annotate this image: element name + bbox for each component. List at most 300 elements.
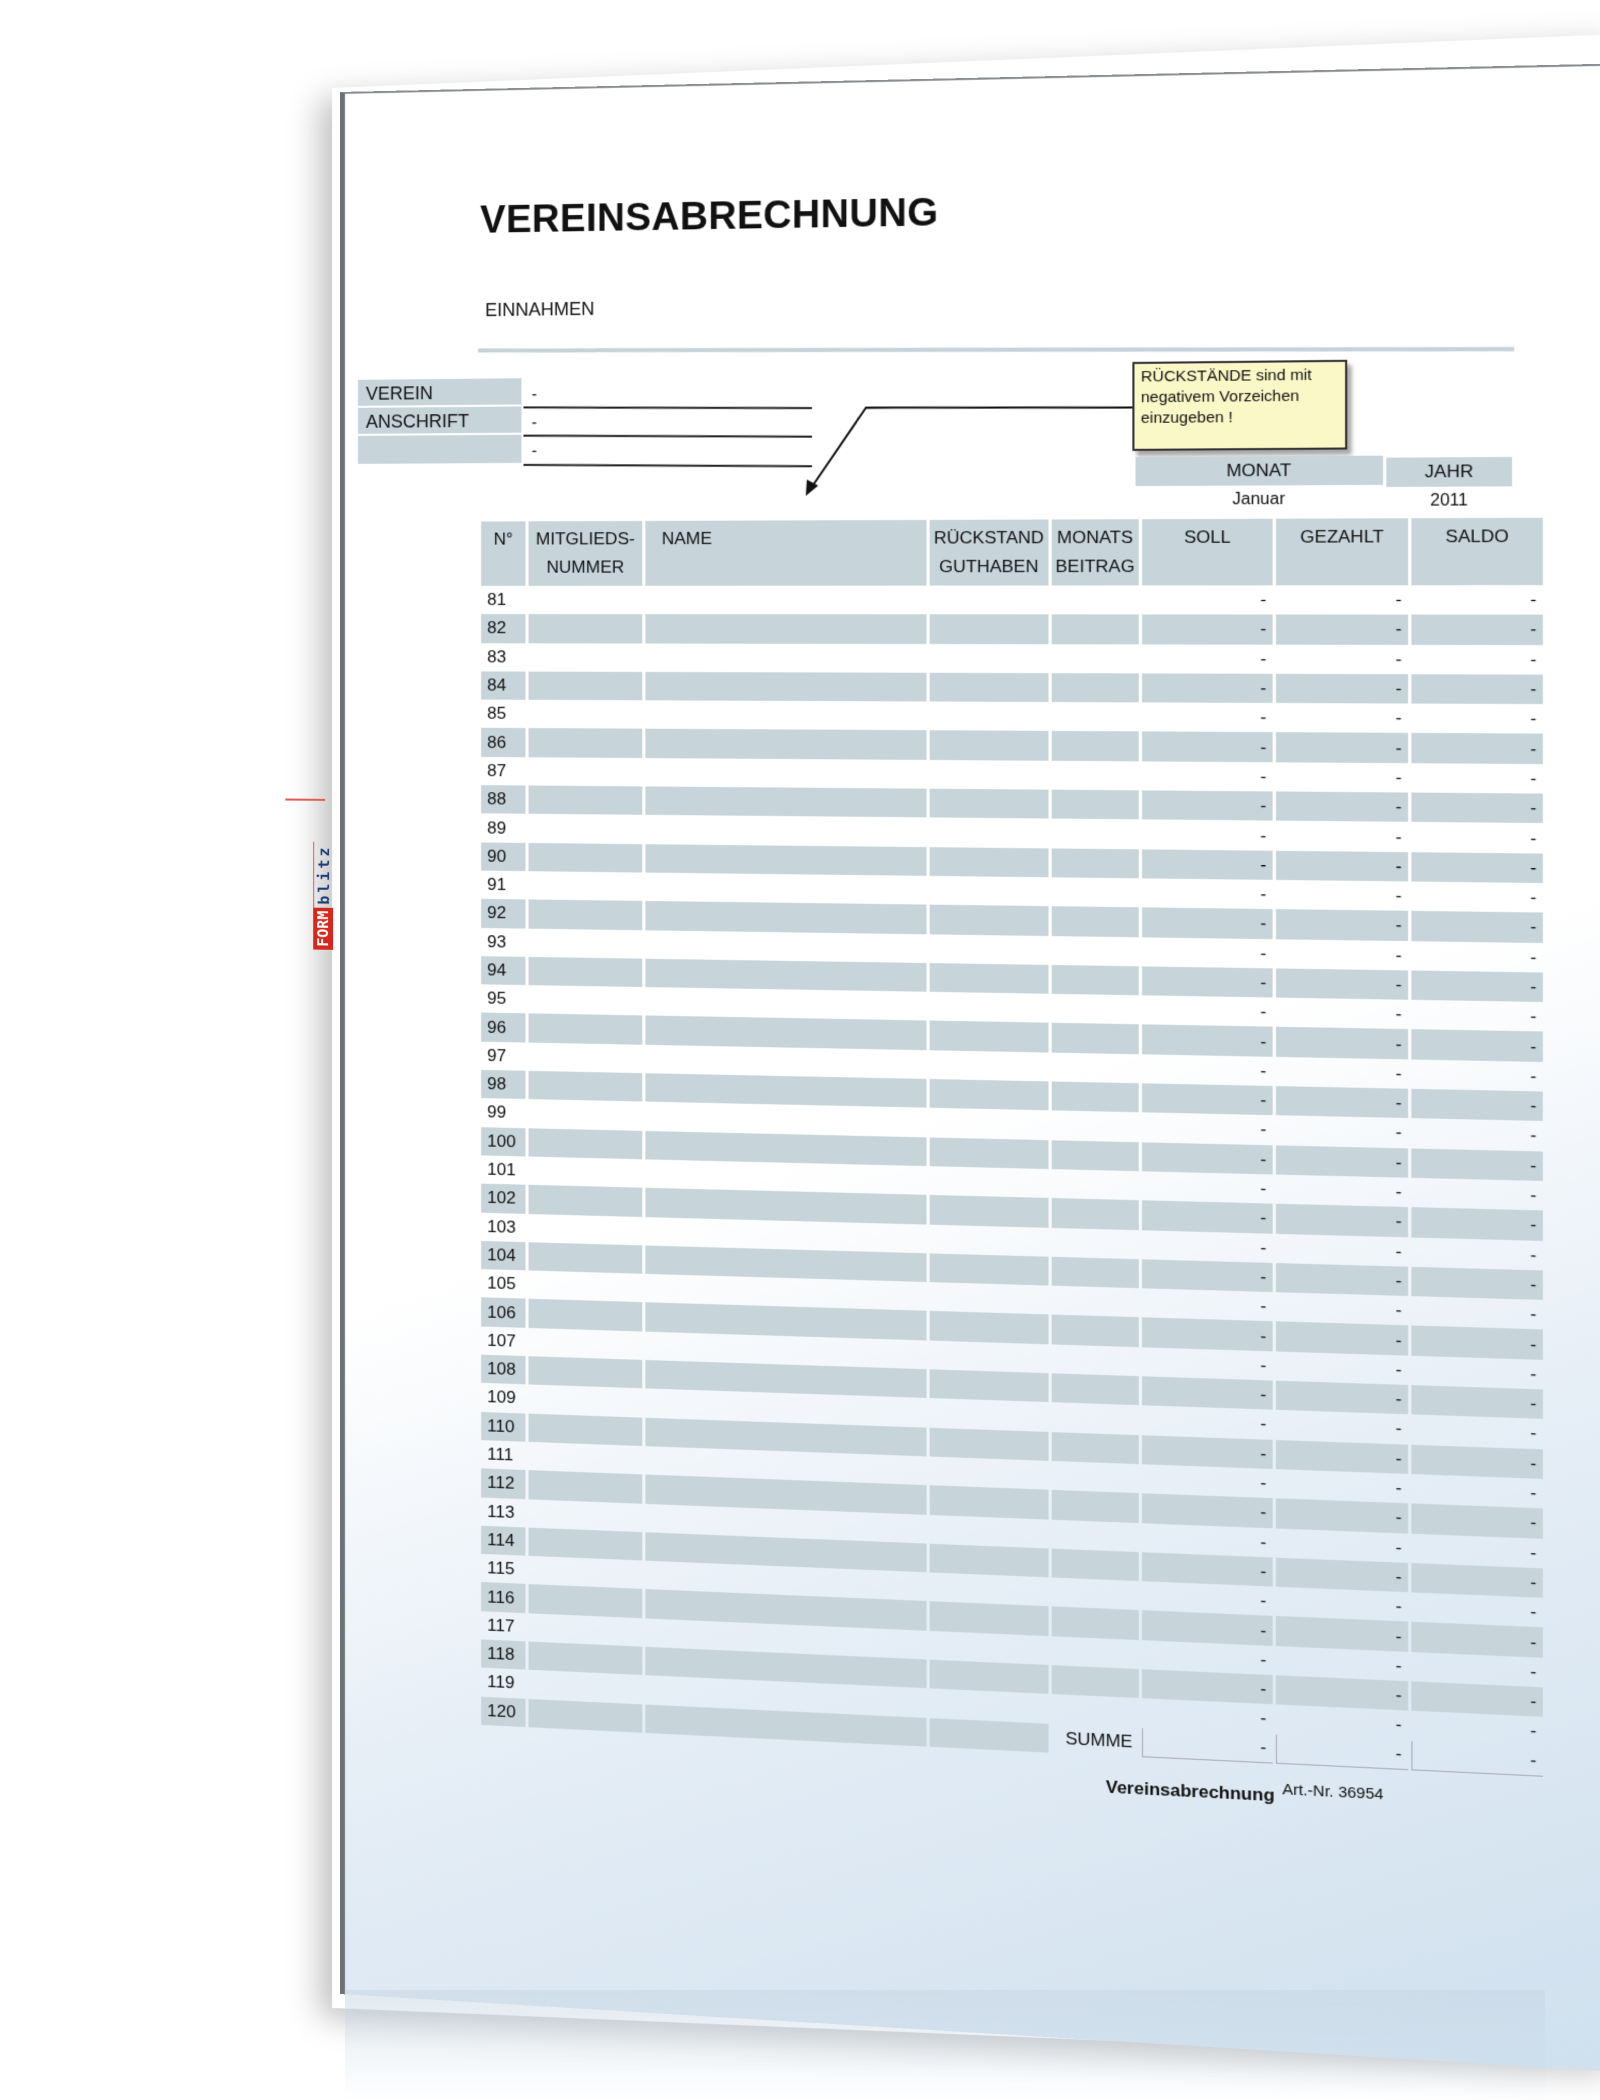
row-number: 89 bbox=[487, 817, 507, 838]
soll-cell: - bbox=[1142, 1201, 1273, 1234]
arrears-cell[interactable] bbox=[930, 1485, 1048, 1519]
soll-cell: - bbox=[1260, 1413, 1267, 1434]
saldo-cell: - bbox=[1530, 1125, 1537, 1146]
arrears-cell[interactable] bbox=[930, 1166, 1048, 1198]
soll-cell: - bbox=[1260, 648, 1267, 669]
gezahlt-cell: - bbox=[1395, 885, 1402, 906]
gezahlt-cell: - bbox=[1276, 1557, 1408, 1592]
gezahlt-cell: - bbox=[1276, 615, 1408, 645]
soll-cell: - bbox=[1260, 1590, 1267, 1611]
member-number-cell[interactable] bbox=[529, 1185, 643, 1217]
gezahlt-cell: - bbox=[1276, 968, 1408, 1000]
saldo-cell: - bbox=[1412, 1030, 1544, 1062]
footer-article-number: Art.-Nr. 36954 bbox=[1282, 1780, 1384, 1804]
saldo-cell: - bbox=[1412, 1444, 1544, 1478]
gezahlt-cell: - bbox=[1395, 1004, 1402, 1025]
monthly-fee-cell[interactable] bbox=[1051, 731, 1139, 761]
gezahlt-cell: - bbox=[1395, 944, 1402, 965]
gezahlt-cell: - bbox=[1276, 792, 1408, 823]
arrears-cell[interactable] bbox=[930, 992, 1048, 1023]
row-number: 107 bbox=[487, 1330, 516, 1351]
member-number-cell[interactable] bbox=[529, 1699, 643, 1733]
soll-cell: - bbox=[1142, 1318, 1273, 1351]
monthly-fee-cell[interactable] bbox=[1051, 1432, 1139, 1464]
monthly-fee-cell[interactable] bbox=[1051, 1286, 1139, 1318]
gezahlt-cell: - bbox=[1395, 1655, 1402, 1676]
member-number-cell[interactable] bbox=[529, 1271, 643, 1303]
note-arrow-icon bbox=[791, 387, 1148, 502]
monthly-fee-cell[interactable] bbox=[1051, 1373, 1139, 1405]
arrears-cell[interactable] bbox=[930, 1050, 1048, 1081]
monthly-fee-cell[interactable] bbox=[1051, 1490, 1139, 1523]
arrears-cell[interactable] bbox=[930, 1253, 1048, 1285]
saldo-cell: - bbox=[1530, 1006, 1537, 1027]
member-number-cell[interactable] bbox=[529, 643, 643, 672]
gezahlt-cell: - bbox=[1395, 826, 1402, 847]
arrears-cell[interactable] bbox=[930, 1311, 1048, 1344]
gezahlt-cell: - bbox=[1395, 1596, 1402, 1617]
monthly-fee-cell[interactable] bbox=[1051, 1461, 1139, 1493]
monthly-fee-cell[interactable] bbox=[1051, 819, 1139, 849]
arrears-cell[interactable] bbox=[930, 1195, 1048, 1227]
gezahlt-cell: - bbox=[1395, 1418, 1402, 1439]
arrears-cell[interactable] bbox=[930, 731, 1048, 761]
name-cell[interactable] bbox=[645, 873, 926, 905]
member-number-cell[interactable] bbox=[529, 614, 643, 643]
monthly-fee-cell[interactable] bbox=[1051, 1519, 1139, 1552]
saldo-cell: - bbox=[1412, 1089, 1544, 1121]
row-number: 117 bbox=[487, 1615, 515, 1636]
name-cell[interactable] bbox=[645, 844, 926, 876]
saldo-cell: - bbox=[1530, 1423, 1537, 1444]
arrears-cell[interactable] bbox=[930, 1369, 1048, 1402]
monthly-fee-cell: SUMME bbox=[1065, 1728, 1133, 1752]
arrears-cell[interactable] bbox=[930, 1224, 1048, 1256]
logo-form-text: FORM bbox=[313, 908, 333, 950]
member-number-cell[interactable] bbox=[529, 1128, 643, 1159]
member-number-cell[interactable] bbox=[529, 1356, 643, 1388]
row-number: 119 bbox=[487, 1672, 515, 1693]
row-number: 116 bbox=[481, 1582, 525, 1612]
member-number-cell[interactable] bbox=[529, 1470, 643, 1503]
member-number-cell[interactable] bbox=[529, 1385, 643, 1418]
arrears-cell[interactable] bbox=[930, 1427, 1048, 1460]
member-number-cell[interactable] bbox=[529, 871, 643, 901]
arrears-cell[interactable] bbox=[930, 1456, 1048, 1489]
table-row bbox=[481, 643, 1543, 675]
saldo-cell: - bbox=[1530, 887, 1537, 908]
monthly-fee-cell[interactable] bbox=[1051, 673, 1139, 703]
row-number: 82 bbox=[481, 614, 525, 643]
arrears-cell[interactable] bbox=[930, 702, 1048, 732]
member-number-cell[interactable] bbox=[529, 1413, 643, 1446]
soll-cell: - bbox=[1142, 908, 1273, 939]
gezahlt-cell: - bbox=[1276, 850, 1408, 881]
member-number-cell[interactable] bbox=[529, 1499, 643, 1532]
col-header-member-number: MITGLIEDS- NUMMER bbox=[529, 521, 643, 586]
row-number: 115 bbox=[487, 1558, 515, 1579]
monthly-fee-cell[interactable] bbox=[1051, 1198, 1139, 1230]
name-cell[interactable] bbox=[645, 930, 926, 963]
name-cell[interactable] bbox=[645, 643, 926, 673]
gezahlt-cell: - bbox=[1395, 589, 1402, 610]
document-page bbox=[314, 63, 1600, 2072]
monthly-fee-cell[interactable] bbox=[1051, 1315, 1139, 1347]
gezahlt-cell: - bbox=[1276, 909, 1408, 940]
field-label-anschrift-2 bbox=[358, 435, 522, 464]
saldo-cell: - bbox=[1412, 615, 1544, 645]
saldo-cell: - bbox=[1530, 1542, 1537, 1563]
month-label: MONAT bbox=[1136, 456, 1384, 486]
soll-cell: - bbox=[1260, 766, 1267, 787]
row-number: 103 bbox=[487, 1216, 516, 1237]
gezahlt-cell: - bbox=[1276, 733, 1408, 763]
monthly-fee-cell[interactable] bbox=[1051, 1257, 1139, 1289]
arrears-cell[interactable] bbox=[930, 934, 1048, 965]
gezahlt-cell: - bbox=[1276, 1322, 1408, 1356]
member-number-cell[interactable] bbox=[529, 1156, 643, 1187]
row-number: 92 bbox=[481, 899, 525, 928]
member-number-cell[interactable] bbox=[529, 1099, 643, 1130]
row-number: 81 bbox=[487, 590, 507, 610]
row-number: 111 bbox=[487, 1444, 514, 1465]
field-underline bbox=[523, 435, 812, 438]
members-table bbox=[478, 518, 1546, 1777]
member-number-cell[interactable] bbox=[529, 900, 643, 930]
row-number: 100 bbox=[481, 1127, 525, 1157]
field-value-anschrift[interactable]: - bbox=[531, 414, 537, 432]
row-number: 99 bbox=[487, 1102, 507, 1123]
row-number: 95 bbox=[487, 988, 507, 1009]
saldo-cell: - bbox=[1412, 1148, 1544, 1181]
arrears-cell[interactable] bbox=[930, 1514, 1048, 1548]
name-cell[interactable] bbox=[645, 729, 926, 760]
soll-cell: - bbox=[1142, 1025, 1273, 1057]
soll-cell: - bbox=[1260, 1708, 1267, 1729]
saldo-cell: - bbox=[1412, 793, 1544, 824]
row-number: 97 bbox=[487, 1045, 507, 1066]
name-cell[interactable] bbox=[645, 787, 926, 818]
name-cell[interactable] bbox=[645, 815, 926, 847]
monthly-fee-cell[interactable] bbox=[1051, 761, 1139, 791]
saldo-cell: - bbox=[1412, 1326, 1544, 1360]
member-number-cell[interactable] bbox=[529, 814, 643, 844]
saldo-cell: - bbox=[1530, 1482, 1537, 1503]
row-number: 101 bbox=[487, 1159, 516, 1180]
monthly-fee-cell[interactable] bbox=[1051, 965, 1139, 996]
gezahlt-cell: - bbox=[1395, 648, 1402, 669]
arrears-cell[interactable] bbox=[930, 760, 1048, 790]
soll-cell: - bbox=[1260, 589, 1267, 610]
gezahlt-cell: - bbox=[1395, 1714, 1402, 1735]
monthly-fee-cell[interactable] bbox=[1051, 1082, 1139, 1113]
saldo-cell: - bbox=[1412, 733, 1544, 764]
row-number: 113 bbox=[487, 1501, 515, 1522]
member-number-cell[interactable] bbox=[529, 843, 643, 873]
row-number: 102 bbox=[481, 1184, 525, 1214]
arrears-cell[interactable] bbox=[930, 1079, 1048, 1111]
table-header-row bbox=[481, 518, 1543, 586]
row-number: 98 bbox=[481, 1070, 525, 1099]
monthly-fee-cell[interactable] bbox=[1051, 1402, 1139, 1434]
arrears-cell[interactable] bbox=[930, 644, 1048, 673]
soll-cell: - bbox=[1260, 1119, 1267, 1140]
soll-cell: - bbox=[1142, 1142, 1273, 1174]
year-value[interactable]: 2011 bbox=[1386, 486, 1512, 514]
gezahlt-cell: - bbox=[1276, 1263, 1408, 1296]
member-number-cell[interactable] bbox=[529, 1328, 643, 1360]
soll-cell: - bbox=[1142, 615, 1273, 645]
col-header-monthly-fee: MONATS BEITRAG bbox=[1051, 519, 1139, 585]
monthly-fee-cell[interactable] bbox=[1051, 1578, 1139, 1611]
arrears-cell[interactable] bbox=[930, 673, 1048, 703]
monthly-fee-cell[interactable] bbox=[1051, 1169, 1139, 1200]
saldo-cell: - bbox=[1530, 1661, 1537, 1682]
member-number-cell[interactable] bbox=[529, 700, 643, 729]
footer-title: Vereinsabrechnung bbox=[1105, 1777, 1275, 1806]
soll-cell: - bbox=[1142, 1493, 1273, 1527]
section-label: EINNAHMEN bbox=[485, 298, 595, 321]
monthly-fee-cell[interactable] bbox=[1051, 1344, 1139, 1376]
monthly-fee-cell[interactable] bbox=[1051, 848, 1139, 878]
soll-cell: - bbox=[1260, 1649, 1267, 1670]
name-cell[interactable] bbox=[645, 700, 926, 730]
saldo-cell: - bbox=[1412, 1385, 1544, 1419]
monthly-fee-cell[interactable] bbox=[1051, 1607, 1139, 1640]
monthly-fee-cell[interactable] bbox=[1051, 1140, 1139, 1171]
soll-cell: - bbox=[1142, 1376, 1273, 1410]
row-number: 83 bbox=[487, 647, 507, 667]
page-reflection bbox=[345, 1990, 1545, 2100]
member-number-cell[interactable] bbox=[529, 757, 643, 786]
table-row bbox=[481, 671, 1543, 704]
soll-cell: - bbox=[1260, 884, 1267, 904]
arrears-cell[interactable] bbox=[930, 615, 1048, 644]
monthly-fee-cell[interactable] bbox=[1051, 1227, 1139, 1259]
name-cell[interactable] bbox=[645, 959, 926, 992]
member-number-cell[interactable] bbox=[529, 928, 643, 958]
row-number: 118 bbox=[481, 1639, 525, 1670]
row-number: 96 bbox=[481, 1013, 525, 1042]
gezahlt-cell: - bbox=[1276, 1086, 1408, 1118]
soll-cell: - bbox=[1142, 732, 1273, 762]
document-title: VEREINSABRECHNUNG bbox=[480, 191, 939, 242]
saldo-cell: - bbox=[1530, 768, 1537, 789]
gezahlt-cell: - bbox=[1276, 1440, 1408, 1474]
member-number-cell[interactable] bbox=[529, 786, 643, 816]
row-number: 112 bbox=[481, 1469, 525, 1499]
field-value-verein[interactable]: - bbox=[531, 386, 537, 404]
member-number-cell[interactable] bbox=[529, 1214, 643, 1246]
monthly-fee-cell[interactable] bbox=[1051, 906, 1139, 936]
row-number: 106 bbox=[481, 1298, 525, 1328]
soll-cell: - bbox=[1142, 1728, 1273, 1764]
member-number-cell[interactable] bbox=[529, 1014, 643, 1045]
member-number-cell[interactable] bbox=[529, 1042, 643, 1073]
saldo-cell: - bbox=[1530, 1244, 1537, 1265]
soll-cell: - bbox=[1260, 1472, 1267, 1493]
name-cell[interactable] bbox=[645, 586, 926, 615]
gezahlt-cell: - bbox=[1276, 1145, 1408, 1178]
row-number: 87 bbox=[487, 760, 507, 781]
table-row bbox=[481, 585, 1543, 615]
row-number: 108 bbox=[481, 1355, 525, 1385]
col-header-arrears: RÜCKSTAND GUTHABEN bbox=[930, 520, 1048, 586]
saldo-cell: - bbox=[1412, 1563, 1544, 1598]
member-number-cell[interactable] bbox=[529, 1071, 643, 1102]
saldo-cell: - bbox=[1412, 674, 1544, 704]
monthly-fee-cell[interactable] bbox=[1051, 615, 1139, 644]
field-label-verein: VEREIN bbox=[358, 378, 522, 406]
row-number: 85 bbox=[487, 703, 507, 724]
monthly-fee-cell[interactable] bbox=[1051, 1111, 1139, 1142]
soll-cell: - bbox=[1260, 1531, 1267, 1552]
row-number: 84 bbox=[481, 671, 525, 700]
soll-cell: - bbox=[1142, 966, 1273, 997]
arrears-cell[interactable] bbox=[930, 963, 1048, 994]
row-number: 120 bbox=[481, 1696, 525, 1727]
gezahlt-cell: - bbox=[1395, 1181, 1402, 1202]
soll-cell: - bbox=[1142, 1552, 1273, 1587]
arrears-cell[interactable] bbox=[930, 1137, 1048, 1169]
member-number-cell[interactable] bbox=[529, 957, 643, 987]
arrears-cell[interactable] bbox=[930, 585, 1048, 614]
arrears-cell[interactable] bbox=[930, 847, 1048, 877]
row-number: 90 bbox=[481, 842, 525, 871]
saldo-cell: - bbox=[1530, 1720, 1537, 1742]
saldo-cell: - bbox=[1530, 708, 1537, 729]
formblitz-logo bbox=[313, 800, 333, 950]
row-number: 86 bbox=[481, 728, 525, 757]
saldo-cell: - bbox=[1412, 1622, 1544, 1657]
saldo-cell: - bbox=[1412, 970, 1544, 1002]
arrears-cell[interactable] bbox=[930, 789, 1048, 819]
arrears-cell[interactable] bbox=[930, 1108, 1048, 1140]
monthly-fee-cell[interactable] bbox=[1051, 644, 1139, 673]
col-header-soll: SOLL bbox=[1142, 519, 1273, 586]
soll-cell: - bbox=[1142, 1669, 1273, 1704]
col-header-nr: N° bbox=[481, 521, 525, 586]
soll-cell: - bbox=[1260, 1178, 1267, 1199]
member-number-cell[interactable] bbox=[529, 729, 643, 758]
arrears-cell[interactable] bbox=[930, 1718, 1048, 1753]
table-row bbox=[481, 614, 1543, 644]
saldo-cell: - bbox=[1412, 1741, 1544, 1777]
gezahlt-cell: - bbox=[1276, 1204, 1408, 1237]
monthly-fee-cell[interactable] bbox=[1051, 994, 1139, 1025]
col-header-saldo: SALDO bbox=[1412, 518, 1544, 585]
arrears-cell[interactable] bbox=[930, 1398, 1048, 1431]
gezahlt-cell: - bbox=[1395, 708, 1402, 728]
soll-cell: - bbox=[1260, 1355, 1267, 1375]
soll-cell: - bbox=[1142, 1435, 1273, 1469]
saldo-cell: - bbox=[1530, 946, 1537, 967]
member-number-cell[interactable] bbox=[529, 1442, 643, 1475]
gezahlt-cell: - bbox=[1276, 1734, 1408, 1770]
row-number: 94 bbox=[481, 956, 525, 985]
row-number: 114 bbox=[481, 1525, 525, 1555]
field-value-anschrift-2[interactable]: - bbox=[531, 442, 537, 460]
saldo-cell: - bbox=[1530, 827, 1537, 848]
arrears-cell[interactable] bbox=[930, 876, 1048, 907]
arrears-cell[interactable] bbox=[930, 905, 1048, 936]
member-number-cell[interactable] bbox=[529, 1242, 643, 1274]
monthly-fee-cell[interactable] bbox=[1051, 1052, 1139, 1083]
monthly-fee-cell[interactable] bbox=[1051, 585, 1139, 614]
monthly-fee-cell[interactable] bbox=[1051, 1023, 1139, 1054]
monthly-fee-cell[interactable] bbox=[1051, 702, 1139, 732]
member-number-cell[interactable] bbox=[529, 1299, 643, 1331]
saldo-cell: - bbox=[1412, 1267, 1544, 1300]
soll-cell: - bbox=[1260, 942, 1267, 963]
row-number: 109 bbox=[487, 1387, 516, 1408]
arrears-cell[interactable] bbox=[930, 1021, 1048, 1052]
divider bbox=[478, 347, 1514, 353]
soll-cell: - bbox=[1142, 1259, 1273, 1292]
member-number-cell[interactable] bbox=[529, 671, 643, 700]
gezahlt-cell: - bbox=[1395, 767, 1402, 788]
monthly-fee-cell[interactable] bbox=[1051, 1665, 1139, 1698]
saldo-cell: - bbox=[1530, 589, 1537, 610]
gezahlt-cell: - bbox=[1395, 1359, 1402, 1380]
saldo-cell: - bbox=[1530, 1601, 1537, 1623]
monthly-fee-cell[interactable] bbox=[1051, 1636, 1139, 1669]
logo-blitz-text: blitz bbox=[313, 841, 333, 907]
gezahlt-cell: - bbox=[1276, 1027, 1408, 1059]
saldo-cell: - bbox=[1530, 1184, 1537, 1206]
monthly-fee-cell[interactable] bbox=[1051, 1694, 1139, 1727]
soll-cell: - bbox=[1260, 1237, 1267, 1258]
gezahlt-cell: - bbox=[1395, 1063, 1402, 1084]
gezahlt-cell: - bbox=[1395, 1240, 1402, 1261]
soll-cell: - bbox=[1260, 1296, 1267, 1317]
saldo-cell: - bbox=[1530, 1065, 1537, 1086]
soll-cell: - bbox=[1142, 849, 1273, 880]
arrears-cell[interactable] bbox=[930, 818, 1048, 848]
field-underline bbox=[523, 406, 812, 409]
name-cell[interactable] bbox=[645, 614, 926, 643]
name-cell[interactable] bbox=[645, 758, 926, 789]
monthly-fee-cell[interactable] bbox=[1051, 790, 1139, 820]
member-number-cell[interactable] bbox=[529, 586, 643, 615]
monthly-fee-cell[interactable] bbox=[1051, 877, 1139, 907]
saldo-cell: - bbox=[1412, 911, 1544, 942]
name-cell[interactable] bbox=[645, 901, 926, 934]
gezahlt-cell: - bbox=[1276, 1381, 1408, 1415]
soll-cell: - bbox=[1142, 673, 1273, 703]
row-number: 110 bbox=[481, 1412, 525, 1442]
name-cell[interactable] bbox=[645, 672, 926, 702]
soll-cell: - bbox=[1142, 1083, 1273, 1115]
month-value[interactable]: Januar bbox=[1136, 485, 1384, 513]
gezahlt-cell: - bbox=[1395, 1300, 1402, 1321]
arrears-cell[interactable] bbox=[930, 1282, 1048, 1315]
gezahlt-cell: - bbox=[1276, 1616, 1408, 1651]
monthly-fee-cell[interactable] bbox=[1051, 936, 1139, 967]
row-number: 88 bbox=[481, 785, 525, 814]
gezahlt-cell: - bbox=[1395, 1477, 1402, 1498]
gezahlt-cell: - bbox=[1276, 674, 1408, 704]
year-label: JAHR bbox=[1386, 457, 1512, 487]
col-header-name: NAME bbox=[645, 520, 926, 586]
gezahlt-cell: - bbox=[1395, 1122, 1402, 1143]
member-number-cell[interactable] bbox=[529, 985, 643, 1016]
soll-cell: - bbox=[1142, 790, 1273, 820]
gezahlt-cell: - bbox=[1395, 1536, 1402, 1558]
saldo-cell: - bbox=[1412, 1504, 1544, 1539]
arrears-cell[interactable] bbox=[930, 1340, 1048, 1373]
monthly-fee-cell[interactable] bbox=[1051, 1548, 1139, 1581]
